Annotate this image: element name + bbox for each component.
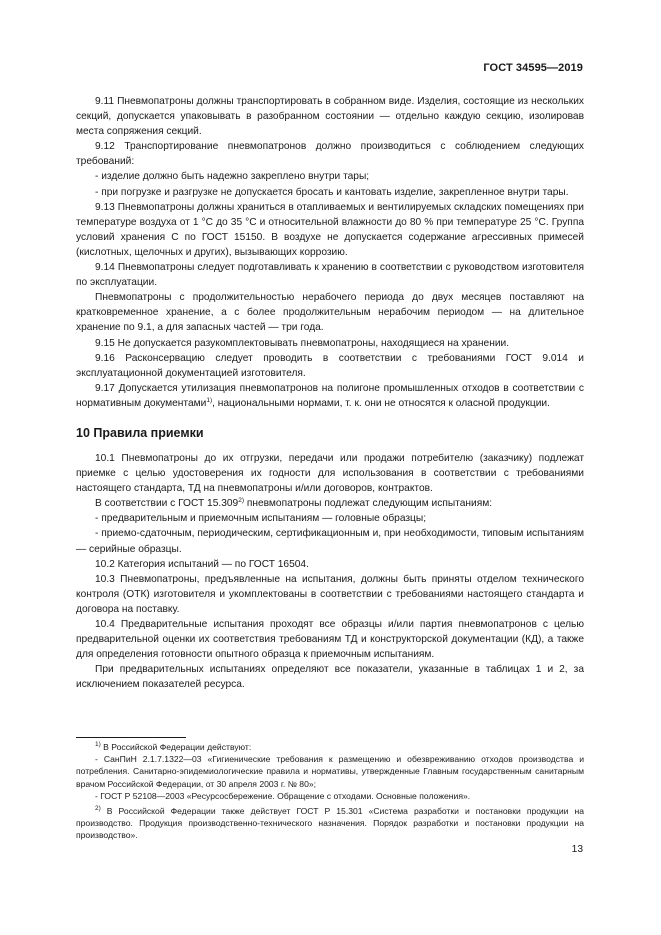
footnote-mark: 1) [95,741,101,748]
paragraph-10-4: 10.4 Предварительные испытания проходят все образцы и/или партия пневмопатронов с целью предварительной оценки их соответствия требованиям ТД и конструкторской документации (КД), а также для определения готовности опытного образца к приемочным испытаниям. [76,619,584,661]
list-item: - изделие должно быть надежно закреплено внутри тары; [95,171,370,183]
list-item: - предварительным и приемочным испытаниям — головные образцы; [95,513,427,525]
text-span: В Российской Федерации также действует ГОСТ Р 15.301 «Система разработки и постановки продукции на производство. Продукция производственно-технического назначения. Порядок разработки и постановки продукции на производство». [76,806,584,841]
paragraph-10-2: 10.2 Категория испытаний — по ГОСТ 16504. [95,558,309,570]
paragraph-9-16: 9.16 Расконсервацию следует проводить в соответствии с требованиями ГОСТ 9.014 и эксплуатационной документацией изготовителя. [76,352,584,379]
footnote-ref-1: 1) [206,396,213,404]
footnote-ref-2: 2) [238,497,244,505]
body-text [76,94,584,692]
page-number: 13 [571,844,583,855]
text-span: пневмопатроны подлежат следующим испытаниям: [243,498,493,510]
paragraph-9-12: 9.12 Транспортирование пневмопатронов должно производиться с соблюдением следующих требований: [76,141,584,168]
footnote-item: - ГОСТ Р 52108—2003 «Ресурсосбережение. Обращение с отходами. Основные положения». [95,790,471,801]
paragraph-9-17 [76,381,584,411]
paragraph-9-14: 9.14 Пневмопатроны следует подготавливать к хранению в соответствии с руководством изготовителя по эксплуатации. [76,262,584,289]
paragraph-9-13: 9.13 Пневмопатроны должны храниться в отапливаемых и вентилируемых складских помещениях при температуре воздуха от 1 °С до 35 °С и относительной влажности до 80 % при температуре 25 °С. Группа условий хранения С по ГОСТ 15150. В воздухе не допускается содержание агрессивных примесей (кислотных, щелочных и других), вызывающих коррозию. [76,201,584,258]
list-item: - при погрузке и разгрузке не допускается бросать и кантовать изделие, закрепленное внутри тары. [95,186,569,198]
paragraph-10-4-cont: При предварительных испытаниях определяют все показатели, указанные в таблицах 1 и 2, за исключением показателей ресурса. [76,664,584,691]
document-id: ГОСТ 34595—2019 [483,62,583,74]
footnotes [76,741,584,842]
section-title: 10 Правила приемки [76,425,204,440]
paragraph-10-1: 10.1 Пневмопатроны до их отгрузки, передачи или продажи потребителю (заказчику) подлежат приемке с целью удостоверения их годности для использования в соответствии с требованиями настоящего стандарта, ТД на пневмопатроны и/или договоров, контрактов. [76,452,584,495]
text-span: , национальными нормами, т. к. они не относятся к оласной продукции. [212,397,550,409]
paragraph-9-15: 9.15 Не допускается разукомплектовывать пневмопатроны, находящиеся на хранении. [95,337,510,349]
list-item: - приемо-сдаточным, периодическим, сертификационным и, при необходимости, типовым испытаниям — серийные образцы. [76,528,584,555]
paragraph-10-1-cont [76,496,584,511]
text-span: В Российской Федерации действуют: [100,742,252,752]
text-span: В соответствии с ГОСТ 15.309 [95,498,239,510]
text-span: 9.17 Допускается утилизация пневмопатронов на полигоне промышленных отходов в соответствии с нормативным документами [76,382,584,409]
footnote-item: - СанПиН 2.1.7.1322—03 «Гигиенические требования к размещению и обезвреживанию отходов производства и потребления. Санитарно-эпидемиологические правила и нормативы, утвержденные Главным государственным санитарным врачом Российской Федерации, от 30 апреля 2003 г. № 80»; [76,754,584,789]
paragraph-9-11: 9.11 Пневмопатроны должны транспортировать в собранном виде. Изделия, состоящие из нескольких секций, допускается упаковывать в разобранном состоянии — отдельно каждую секцию, изолировав места сопряжения секций. [76,96,584,138]
footnote-mark: 2) [95,805,101,813]
paragraph-9-14-cont: Пневмопатроны с продолжительностью нерабочего периода до двух месяцев поставляют на кратковременное хранение, а с более продолжительным нерабочим периодом — на длительное хранение по 9.1, а для запасных частей — три года. [76,292,584,334]
footnote-divider [76,737,186,738]
paragraph-10-3: 10.3 Пневмопатроны, предъявленные на испытания, должны быть приняты отделом технического контроля (ОТК) изготовителя и укомплектованы в соответствии с требованиями настоящего стандарта и договора на поставку. [76,573,584,615]
footnote-2 [76,805,584,842]
footnote-1 [76,741,584,753]
